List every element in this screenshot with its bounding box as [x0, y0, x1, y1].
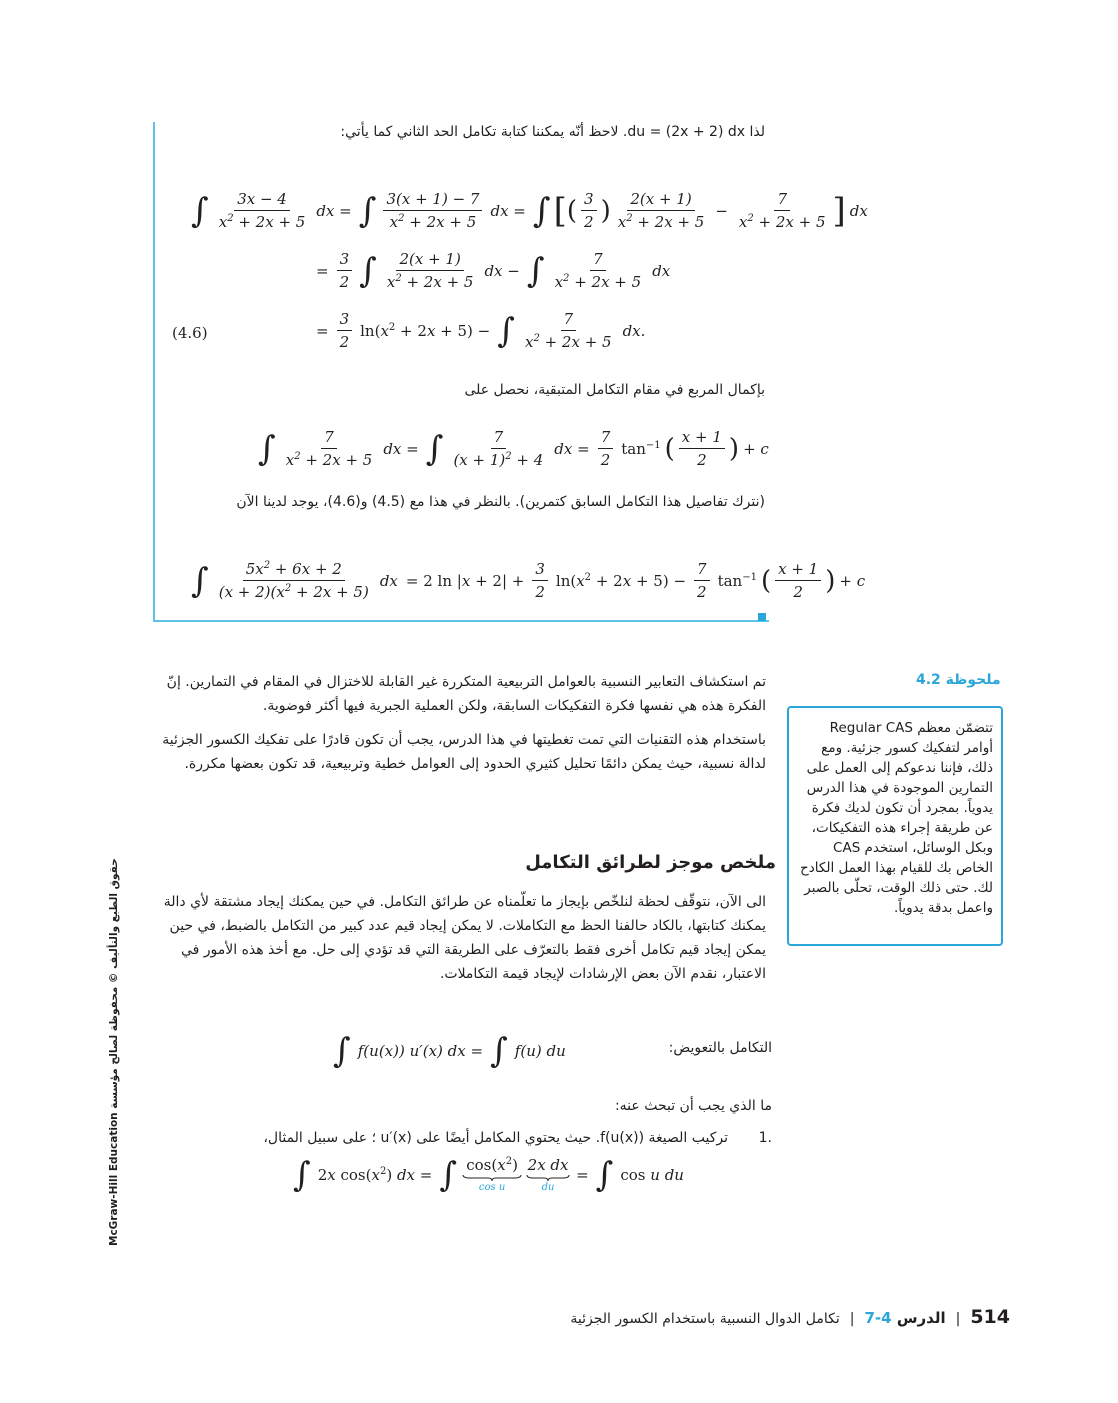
example-end-marker — [758, 613, 766, 621]
equation-arctan: ∫ $\frac{7}{x^2 + 2x + 5}$ dx = ∫ $\frac{7}{(x + 1)^2 + 4}$ dx = $\frac{7}{2}$ $\tan^{-1}$ ( $\frac{x + 1}{2}$ ) + c — [258, 428, 769, 469]
equation-final: ∫ $\frac{5x^2 + 6x + 2}{(x + 2)(x^2 + 2x + 5)}$ dx = 2 ln |x + 2| + $\frac{3}{2}$ $\ln(x^2 + 2x + 5)$ − $\frac{7}{2}$ $\tan^{-1}$ ( $\frac{x + 1}{2}$ ) + c — [191, 560, 866, 601]
substitution-label: التكامل بالتعويض: — [668, 1040, 772, 1056]
note-title: ملحوظة 4.2 — [916, 672, 1001, 688]
brace-label-du: du — [541, 1182, 555, 1193]
lesson-word: الدرس — [896, 1309, 946, 1327]
page-number: 514 — [970, 1306, 1010, 1328]
cos-example-formula: ∫ 2x $\cos(x^2)$ dx = ∫ $\cos(x^2)$ cos u 2x dx du = ∫ cos u du — [293, 1154, 684, 1195]
note-text: تتضمّن معظم Regular CAS أوامر لتفكيك كسور جزئية. ومع ذلك، فإننا ندعوكم إلى العمل على التمارين الموجودة في هذا الدرس يدوياً. بمجرد أن تكون لديك فكرة عن طريقة إجراء هذه التفكيكات، وبكل الوسائل، استخدم CAS الخاص بك للقيام بهذا العمل الكادح لك. حتى ذلك الوقت، تحلّى بالصبر واعمل بدقة يدوياً. — [800, 720, 993, 916]
item-1-text: تركيب الصيغة f(u(x)). حيث يحتوي المكامل أيضًا على u′(x) ؛ على سبيل المثال، — [263, 1130, 728, 1146]
equation-line-2: = $\frac{3}{2}$ ∫ $\frac{2(x + 1)}{x^2 + 2x + 5}$ dx − ∫ $\frac{7}{x^2 + 2x + 5}$ dx — [316, 250, 671, 291]
note-box — [787, 706, 1003, 946]
lesson-number: 4-7 — [864, 1309, 892, 1327]
equation-line-3: = $\frac{3}{2}$ $\ln(x^2 + 2x + 5)$ − ∫ $\frac{7}{x^2 + 2x + 5}$ dx. — [316, 310, 646, 351]
equation-number: (4.6) — [172, 324, 208, 342]
complete-square-text: بإكمال المربع في مقام التكامل المتبقية، نحصل على — [464, 382, 765, 398]
footer-separator-2: | — [849, 1311, 855, 1327]
leave-details-text: (نترك تفاصيل هذا التكامل السابق كتمرين). بالنظر في هذا مع (4.5) و(4.6)، يوجد لدينا الآن — [236, 494, 765, 510]
paragraph-2: باستخدام هذه التقنيات التي تمت تغطيتها في هذا الدرس، يجب أن تكون قادرًا على تفكيك الكسور الجزئية لدالة نسبية، حيث يمكن دائمًا تحليل كثيري الحدود إلى العوامل خطية وتربيعية، قد تكون بعضها مكررة. — [162, 732, 766, 772]
substitution-formula: ∫ f(u(x)) u′(x) dx = ∫ f(u) du — [333, 1031, 566, 1071]
footer-separator: | — [955, 1311, 961, 1327]
lesson-label — [864, 1309, 945, 1327]
example-intro: لذا du = (2x + 2) dx. لاحظ أنّه يمكننا كتابة تكامل الحد الثاني كما يأتي: — [340, 124, 765, 140]
item-1-number: .1 — [758, 1130, 772, 1146]
lesson-title: تكامل الدوال النسبية باستخدام الكسور الجزئية — [570, 1311, 840, 1327]
look-for-label: ما الذي يجب أن تبحث عنه: — [614, 1098, 772, 1114]
copyright-sidebar: حقوق الطبع والتأليف © محفوظة لصالح مؤسسة McGraw-Hill Education — [108, 858, 120, 1246]
paragraph-1: تم استكشاف التعابير النسبية بالعوامل التربيعية المتكررة غير القابلة للاختزال في المقام في التمارين. إنّ الفكرة هذه هي نفسها فكرة التفكيكات السابقة، ولكن العملية الجبرية فيها أكثر فوضوية. — [166, 674, 766, 714]
section-title: ملخص موجز لطرائق التكامل — [525, 852, 776, 873]
equation-line-1: ∫ $\frac{3x - 4}{x^2 + 2x + 5}$ dx = ∫ $\frac{3(x + 1) - 7}{x^2 + 2x + 5}$ dx = ∫ [ ( $\frac{3}{2}$ ) $\frac{2(x + 1)}{x^2 + 2x + 5}$ − $\frac{7}{x^2 + 2x + 5}$ ] dx — [191, 190, 868, 231]
page-footer — [570, 1306, 1010, 1328]
example-border-left — [153, 122, 155, 622]
example-border-bottom — [153, 620, 769, 622]
brace-label-cos-u: cos u — [478, 1182, 506, 1193]
paragraph-3: الى الآن، نتوقّف لحظة لنلخّص بإيجاز ما تعلّمناه عن طرائق التكامل. في حين يمكنك إيجاد مشتقة لأي دالة يمكنك كتابتها، بالكاد حالفنا الحظ مع التكاملات. لا يمكن إيجاد قيم عدد كبير من التكامل بالضبط، في حين يمكن إيجاد قيم تكامل أخرى فقط بالتعرّف على الطريقة التي قد تؤدي إلى حل. مع أخذ هذه الأمور في الاعتبار، نقدم الآن بعض الإرشادات لإيجاد قيمة التكاملات. — [163, 894, 766, 982]
